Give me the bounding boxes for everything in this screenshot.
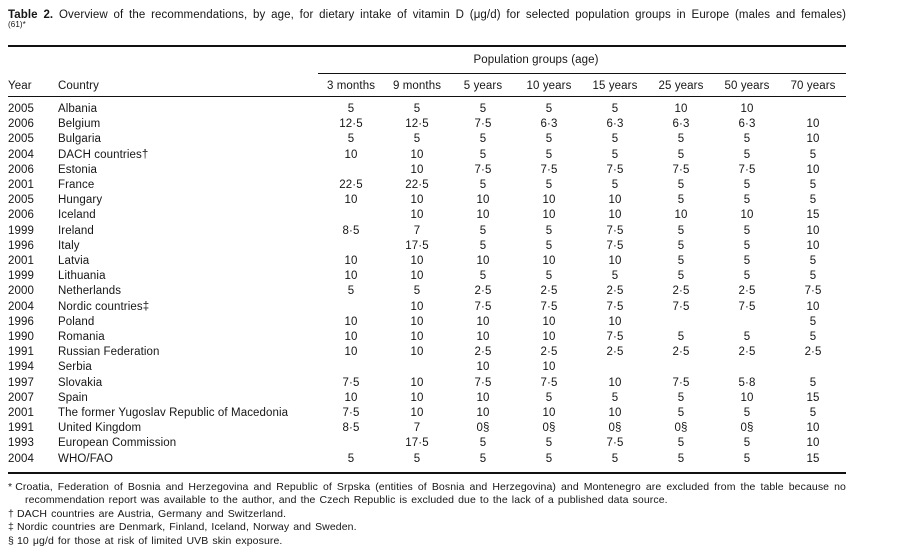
value-cell-15-years: 6·3 xyxy=(606,118,624,131)
value-cell-50-years: 5 xyxy=(743,407,751,420)
caption-reference: (61)* xyxy=(8,20,26,30)
value-cell-50-years: 5 xyxy=(743,148,751,161)
value-cell-70-years xyxy=(780,360,846,375)
value-cell-10-years: 10 xyxy=(542,407,556,420)
year-cell: 1996 xyxy=(8,315,34,328)
value-cell-15-years: 5 xyxy=(611,179,619,192)
col-header-9-months: 9 months xyxy=(384,74,450,97)
value-cell-25-years: 2·5 xyxy=(672,285,690,298)
table-number: Table 2. xyxy=(8,9,54,21)
table-row xyxy=(8,315,846,330)
value-cell-9-months: 22·5 xyxy=(405,179,429,192)
value-cell-3-months: 7·5 xyxy=(342,376,360,389)
value-cell-70-years: 15 xyxy=(806,452,820,465)
value-cell-3-months xyxy=(318,360,384,375)
caption-text: Overview of the recommendations, by age, for dietary intake of vitamin D (μg/d) for selected population groups in Europe (males and females) xyxy=(59,9,846,21)
value-cell-25-years: 10 xyxy=(674,209,688,222)
col-header-50-years: 50 years xyxy=(714,74,780,97)
country-cell: Spain xyxy=(58,391,88,404)
value-cell-10-years: 5 xyxy=(545,391,553,404)
value-cell-9-months: 10 xyxy=(410,346,424,359)
value-cell-50-years: 6·3 xyxy=(738,118,756,131)
table-row xyxy=(8,97,846,118)
year-cell: 1994 xyxy=(8,361,34,374)
table-row xyxy=(8,193,846,208)
group-header-row xyxy=(8,46,846,74)
paper-page xyxy=(8,8,846,548)
value-cell-50-years: 5 xyxy=(743,437,751,450)
vitamin-d-recommendations-table xyxy=(8,45,846,474)
col-header-5-years: 5 years xyxy=(450,74,516,97)
value-cell-50-years: 5·8 xyxy=(738,376,756,389)
year-cell: 1990 xyxy=(8,331,34,344)
footnote-text: Croatia, Federation of Bosnia and Herzegovina and Republic of Srpska (entities of Bosnia and Herzegovina) and Montenegro are excluded from the table because no recommendation report was available to the author, and the Czech Republic is excluded due to the lack of a published data source. xyxy=(15,480,846,507)
country-cell: Nordic countries‡ xyxy=(58,300,150,313)
table-row xyxy=(8,452,846,473)
value-cell-50-years: 7·5 xyxy=(738,300,756,313)
year-cell: 2006 xyxy=(8,118,34,131)
value-cell-70-years: 2·5 xyxy=(804,346,822,359)
value-cell-10-years: 10 xyxy=(542,361,556,374)
value-cell-3-months: 5 xyxy=(347,133,355,146)
value-cell-3-months xyxy=(318,436,384,451)
value-cell-50-years: 5 xyxy=(743,255,751,268)
value-cell-3-months: 12·5 xyxy=(339,118,363,131)
value-cell-15-years: 10 xyxy=(608,194,622,207)
country-cell: DACH countries† xyxy=(58,148,149,161)
country-cell: Lithuania xyxy=(58,270,106,283)
year-cell: 2005 xyxy=(8,133,34,146)
country-cell: Bulgaria xyxy=(58,133,101,146)
col-header-70-years: 70 years xyxy=(780,74,846,97)
year-cell: 2004 xyxy=(8,148,34,161)
value-cell-15-years: 10 xyxy=(608,376,622,389)
value-cell-15-years: 5 xyxy=(611,270,619,283)
value-cell-70-years: 10 xyxy=(806,224,820,237)
value-cell-70-years: 10 xyxy=(806,422,820,435)
value-cell-25-years: 5 xyxy=(677,437,685,450)
value-cell-9-months: 10 xyxy=(410,270,424,283)
value-cell-50-years: 5 xyxy=(743,133,751,146)
value-cell-10-years: 5 xyxy=(545,224,553,237)
year-cell: 1991 xyxy=(8,346,34,359)
value-cell-10-years: 10 xyxy=(542,315,556,328)
country-cell: Romania xyxy=(58,331,105,344)
value-cell-10-years: 6·3 xyxy=(540,118,558,131)
value-cell-3-months: 5 xyxy=(347,285,355,298)
value-cell-25-years: 7·5 xyxy=(672,376,690,389)
value-cell-3-months xyxy=(318,300,384,315)
value-cell-5-years: 10 xyxy=(476,331,490,344)
value-cell-15-years: 7·5 xyxy=(606,163,624,176)
value-cell-9-months: 10 xyxy=(410,148,424,161)
year-cell: 1997 xyxy=(8,376,34,389)
value-cell-70-years: 15 xyxy=(806,391,820,404)
table-row xyxy=(8,163,846,178)
value-cell-70-years: 5 xyxy=(809,148,817,161)
country-cell: Serbia xyxy=(58,361,92,374)
value-cell-25-years xyxy=(648,315,714,330)
value-cell-3-months xyxy=(318,163,384,178)
value-cell-70-years: 10 xyxy=(806,163,820,176)
value-cell-50-years: 7·5 xyxy=(738,163,756,176)
footnote-marker: ‡ xyxy=(8,521,14,534)
value-cell-25-years: 6·3 xyxy=(672,118,690,131)
value-cell-5-years: 10 xyxy=(476,255,490,268)
country-cell: Italy xyxy=(58,239,80,252)
country-cell: European Commission xyxy=(58,437,177,450)
value-cell-70-years: 10 xyxy=(806,239,820,252)
year-cell: 2007 xyxy=(8,391,34,404)
country-cell: Iceland xyxy=(58,209,96,222)
country-cell: Hungary xyxy=(58,194,103,207)
value-cell-3-months: 5 xyxy=(347,452,355,465)
value-cell-15-years: 10 xyxy=(608,209,622,222)
value-cell-5-years: 5 xyxy=(479,179,487,192)
value-cell-3-months: 10 xyxy=(344,194,358,207)
value-cell-9-months: 10 xyxy=(410,315,424,328)
value-cell-50-years: 5 xyxy=(743,270,751,283)
footnote-section xyxy=(8,535,846,548)
value-cell-15-years: 10 xyxy=(608,315,622,328)
col-header-year: Year xyxy=(8,74,58,97)
table-header xyxy=(8,46,846,97)
value-cell-5-years: 10 xyxy=(476,361,490,374)
country-cell: Ireland xyxy=(58,224,94,237)
year-cell: 2005 xyxy=(8,103,34,115)
value-cell-15-years: 5 xyxy=(611,103,619,115)
value-cell-10-years: 5 xyxy=(545,148,553,161)
value-cell-10-years: 5 xyxy=(545,133,553,146)
value-cell-3-months: 8·5 xyxy=(342,224,360,237)
value-cell-9-months: 10 xyxy=(410,163,424,176)
value-cell-5-years: 5 xyxy=(479,437,487,450)
value-cell-25-years: 0§ xyxy=(674,422,688,435)
value-cell-25-years: 5 xyxy=(677,179,685,192)
year-cell: 2001 xyxy=(8,179,34,192)
col-header-country: Country xyxy=(58,74,318,97)
value-cell-3-months xyxy=(318,208,384,223)
footnote-dagger xyxy=(8,508,846,521)
value-cell-10-years: 5 xyxy=(545,270,553,283)
table-row xyxy=(8,254,846,269)
value-cell-10-years: 5 xyxy=(545,437,553,450)
value-cell-10-years: 10 xyxy=(542,331,556,344)
table-row xyxy=(8,178,846,193)
value-cell-15-years: 7·5 xyxy=(606,331,624,344)
value-cell-15-years: 10 xyxy=(608,407,622,420)
value-cell-3-months: 10 xyxy=(344,391,358,404)
value-cell-70-years: 10 xyxy=(806,300,820,313)
value-cell-3-months: 10 xyxy=(344,270,358,283)
table-row xyxy=(8,436,846,451)
value-cell-70-years: 5 xyxy=(809,376,817,389)
table-row xyxy=(8,269,846,284)
value-cell-50-years: 2·5 xyxy=(738,285,756,298)
table-row xyxy=(8,421,846,436)
value-cell-9-months xyxy=(384,360,450,375)
value-cell-70-years: 5 xyxy=(809,407,817,420)
value-cell-25-years: 10 xyxy=(674,103,688,115)
value-cell-9-months: 10 xyxy=(410,209,424,222)
value-cell-25-years: 5 xyxy=(677,391,685,404)
country-cell: Albania xyxy=(58,103,98,115)
value-cell-9-months: 5 xyxy=(413,103,421,115)
value-cell-10-years: 10 xyxy=(542,209,556,222)
value-cell-5-years: 7·5 xyxy=(474,163,492,176)
value-cell-5-years: 5 xyxy=(479,239,487,252)
country-cell: France xyxy=(58,179,95,192)
value-cell-9-months: 10 xyxy=(410,407,424,420)
footnote-text: DACH countries are Austria, Germany and Switzerland. xyxy=(16,507,287,520)
table-row xyxy=(8,406,846,421)
value-cell-70-years: 7·5 xyxy=(804,285,822,298)
value-cell-3-months: 10 xyxy=(344,346,358,359)
country-cell: Latvia xyxy=(58,255,90,268)
value-cell-5-years: 2·5 xyxy=(474,285,492,298)
value-cell-15-years: 7·5 xyxy=(606,437,624,450)
value-cell-10-years: 7·5 xyxy=(540,376,558,389)
value-cell-70-years: 5 xyxy=(809,255,817,268)
value-cell-25-years: 5 xyxy=(677,148,685,161)
year-cell: 1991 xyxy=(8,422,34,435)
value-cell-70-years: 5 xyxy=(809,270,817,283)
value-cell-5-years: 7·5 xyxy=(474,376,492,389)
value-cell-10-years: 7·5 xyxy=(540,163,558,176)
country-cell: The former Yugoslav Republic of Macedonia xyxy=(58,407,289,420)
value-cell-25-years: 7·5 xyxy=(672,163,690,176)
value-cell-3-months: 10 xyxy=(344,148,358,161)
value-cell-25-years: 2·5 xyxy=(672,346,690,359)
value-cell-15-years: 10 xyxy=(608,255,622,268)
value-cell-50-years: 10 xyxy=(740,391,754,404)
year-cell: 2004 xyxy=(8,300,34,313)
footnote-marker: † xyxy=(8,507,14,520)
value-cell-10-years: 5 xyxy=(545,239,553,252)
value-cell-10-years: 2·5 xyxy=(540,285,558,298)
table-row xyxy=(8,132,846,147)
value-cell-9-months: 10 xyxy=(410,300,424,313)
value-cell-50-years: 2·5 xyxy=(738,346,756,359)
value-cell-3-months: 8·5 xyxy=(342,422,360,435)
value-cell-25-years: 5 xyxy=(677,194,685,207)
value-cell-10-years: 7·5 xyxy=(540,300,558,313)
value-cell-9-months: 17·5 xyxy=(405,437,429,450)
table-row xyxy=(8,391,846,406)
value-cell-5-years: 5 xyxy=(479,224,487,237)
population-groups-header: Population groups (age) xyxy=(318,46,846,74)
footnote-text: Nordic countries are Denmark, Finland, Iceland, Norway and Sweden. xyxy=(16,521,357,534)
value-cell-9-months: 5 xyxy=(413,285,421,298)
value-cell-70-years: 5 xyxy=(809,179,817,192)
country-cell: United Kingdom xyxy=(58,422,142,435)
value-cell-9-months: 5 xyxy=(413,133,421,146)
value-cell-50-years: 10 xyxy=(740,103,754,115)
col-header-25-years: 25 years xyxy=(648,74,714,97)
value-cell-15-years xyxy=(582,360,648,375)
value-cell-15-years: 5 xyxy=(611,133,619,146)
value-cell-25-years: 5 xyxy=(677,270,685,283)
value-cell-3-months: 10 xyxy=(344,331,358,344)
col-header-10-years: 10 years xyxy=(516,74,582,97)
country-cell: Netherlands xyxy=(58,285,122,298)
value-cell-25-years: 5 xyxy=(677,255,685,268)
value-cell-50-years: 5 xyxy=(743,179,751,192)
value-cell-70-years xyxy=(780,97,846,118)
value-cell-9-months: 5 xyxy=(413,452,421,465)
footnote-text: 10 μg/d for those at risk of limited UVB skin exposure. xyxy=(16,534,283,547)
value-cell-50-years: 5 xyxy=(743,224,751,237)
value-cell-15-years: 7·5 xyxy=(606,300,624,313)
value-cell-25-years: 5 xyxy=(677,331,685,344)
table-row xyxy=(8,208,846,223)
value-cell-25-years: 5 xyxy=(677,224,685,237)
value-cell-9-months: 7 xyxy=(413,422,421,435)
value-cell-3-months: 5 xyxy=(347,103,355,115)
value-cell-70-years: 5 xyxy=(809,194,817,207)
value-cell-5-years: 10 xyxy=(476,407,490,420)
value-cell-70-years: 10 xyxy=(806,133,820,146)
year-cell: 2006 xyxy=(8,163,34,176)
value-cell-3-months: 10 xyxy=(344,255,358,268)
year-cell: 2004 xyxy=(8,452,34,465)
value-cell-50-years xyxy=(714,315,780,330)
value-cell-50-years xyxy=(714,360,780,375)
table-body xyxy=(8,97,846,473)
value-cell-25-years: 5 xyxy=(677,239,685,252)
value-cell-15-years: 7·5 xyxy=(606,239,624,252)
table-row xyxy=(8,239,846,254)
value-cell-25-years: 7·5 xyxy=(672,300,690,313)
value-cell-5-years: 7·5 xyxy=(474,118,492,131)
value-cell-9-months: 12·5 xyxy=(405,118,429,131)
table-row xyxy=(8,224,846,239)
footnote-marker: * xyxy=(8,480,13,493)
value-cell-70-years: 15 xyxy=(806,209,820,222)
value-cell-3-months: 22·5 xyxy=(339,179,363,192)
value-cell-9-months: 10 xyxy=(410,255,424,268)
group-header-spacer xyxy=(8,46,318,74)
value-cell-5-years: 0§ xyxy=(476,422,490,435)
footnote-double-dagger xyxy=(8,521,846,534)
value-cell-15-years: 2·5 xyxy=(606,346,624,359)
value-cell-10-years: 10 xyxy=(542,194,556,207)
value-cell-5-years: 10 xyxy=(476,194,490,207)
value-cell-50-years: 0§ xyxy=(740,422,754,435)
value-cell-15-years: 2·5 xyxy=(606,285,624,298)
value-cell-10-years: 10 xyxy=(542,255,556,268)
country-cell: Belgium xyxy=(58,118,101,131)
value-cell-50-years: 5 xyxy=(743,194,751,207)
footnotes xyxy=(8,481,846,548)
value-cell-9-months: 10 xyxy=(410,194,424,207)
year-cell: 2000 xyxy=(8,285,34,298)
year-cell: 2005 xyxy=(8,194,34,207)
year-cell: 1993 xyxy=(8,437,34,450)
table-row xyxy=(8,300,846,315)
value-cell-10-years: 5 xyxy=(545,452,553,465)
value-cell-3-months xyxy=(318,239,384,254)
table-row xyxy=(8,117,846,132)
footnote-marker: § xyxy=(8,534,14,547)
value-cell-25-years: 5 xyxy=(677,452,685,465)
footnote-asterisk xyxy=(8,481,846,508)
value-cell-5-years: 10 xyxy=(476,391,490,404)
value-cell-15-years: 5 xyxy=(611,148,619,161)
year-cell: 2001 xyxy=(8,255,34,268)
value-cell-15-years: 5 xyxy=(611,391,619,404)
value-cell-9-months: 7 xyxy=(413,224,421,237)
table-row xyxy=(8,345,846,360)
value-cell-3-months: 10 xyxy=(344,315,358,328)
value-cell-70-years: 10 xyxy=(806,437,820,450)
value-cell-5-years: 7·5 xyxy=(474,300,492,313)
value-cell-70-years: 5 xyxy=(809,315,817,328)
table-row xyxy=(8,360,846,375)
value-cell-9-months: 17·5 xyxy=(405,239,429,252)
value-cell-50-years: 5 xyxy=(743,452,751,465)
table-row xyxy=(8,148,846,163)
table-row xyxy=(8,376,846,391)
year-cell: 1999 xyxy=(8,224,34,237)
value-cell-3-months: 7·5 xyxy=(342,407,360,420)
column-header-row xyxy=(8,74,846,97)
col-header-3-months: 3 months xyxy=(318,74,384,97)
year-cell: 1996 xyxy=(8,239,34,252)
value-cell-10-years: 5 xyxy=(545,179,553,192)
country-cell: Estonia xyxy=(58,163,98,176)
value-cell-15-years: 7·5 xyxy=(606,224,624,237)
value-cell-25-years: 5 xyxy=(677,133,685,146)
country-cell: WHO/FAO xyxy=(58,452,114,465)
value-cell-5-years: 10 xyxy=(476,209,490,222)
value-cell-50-years: 10 xyxy=(740,209,754,222)
table-row xyxy=(8,284,846,299)
value-cell-10-years: 2·5 xyxy=(540,346,558,359)
table-caption xyxy=(8,8,846,36)
value-cell-5-years: 5 xyxy=(479,270,487,283)
value-cell-10-years: 5 xyxy=(545,103,553,115)
value-cell-5-years: 10 xyxy=(476,315,490,328)
table-row xyxy=(8,330,846,345)
value-cell-5-years: 5 xyxy=(479,103,487,115)
value-cell-9-months: 10 xyxy=(410,376,424,389)
value-cell-9-months: 10 xyxy=(410,391,424,404)
value-cell-5-years: 5 xyxy=(479,148,487,161)
value-cell-50-years: 5 xyxy=(743,331,751,344)
value-cell-50-years: 5 xyxy=(743,239,751,252)
value-cell-70-years: 10 xyxy=(806,118,820,131)
value-cell-5-years: 5 xyxy=(479,452,487,465)
value-cell-25-years xyxy=(648,360,714,375)
value-cell-15-years: 5 xyxy=(611,452,619,465)
year-cell: 1999 xyxy=(8,270,34,283)
value-cell-70-years: 5 xyxy=(809,331,817,344)
country-cell: Slovakia xyxy=(58,376,103,389)
col-header-15-years: 15 years xyxy=(582,74,648,97)
value-cell-15-years: 0§ xyxy=(608,422,622,435)
value-cell-5-years: 2·5 xyxy=(474,346,492,359)
value-cell-9-months: 10 xyxy=(410,331,424,344)
value-cell-5-years: 5 xyxy=(479,133,487,146)
value-cell-10-years: 0§ xyxy=(542,422,556,435)
country-cell: Poland xyxy=(58,315,95,328)
year-cell: 2001 xyxy=(8,407,34,420)
value-cell-25-years: 5 xyxy=(677,407,685,420)
country-cell: Russian Federation xyxy=(58,346,160,359)
year-cell: 2006 xyxy=(8,209,34,222)
